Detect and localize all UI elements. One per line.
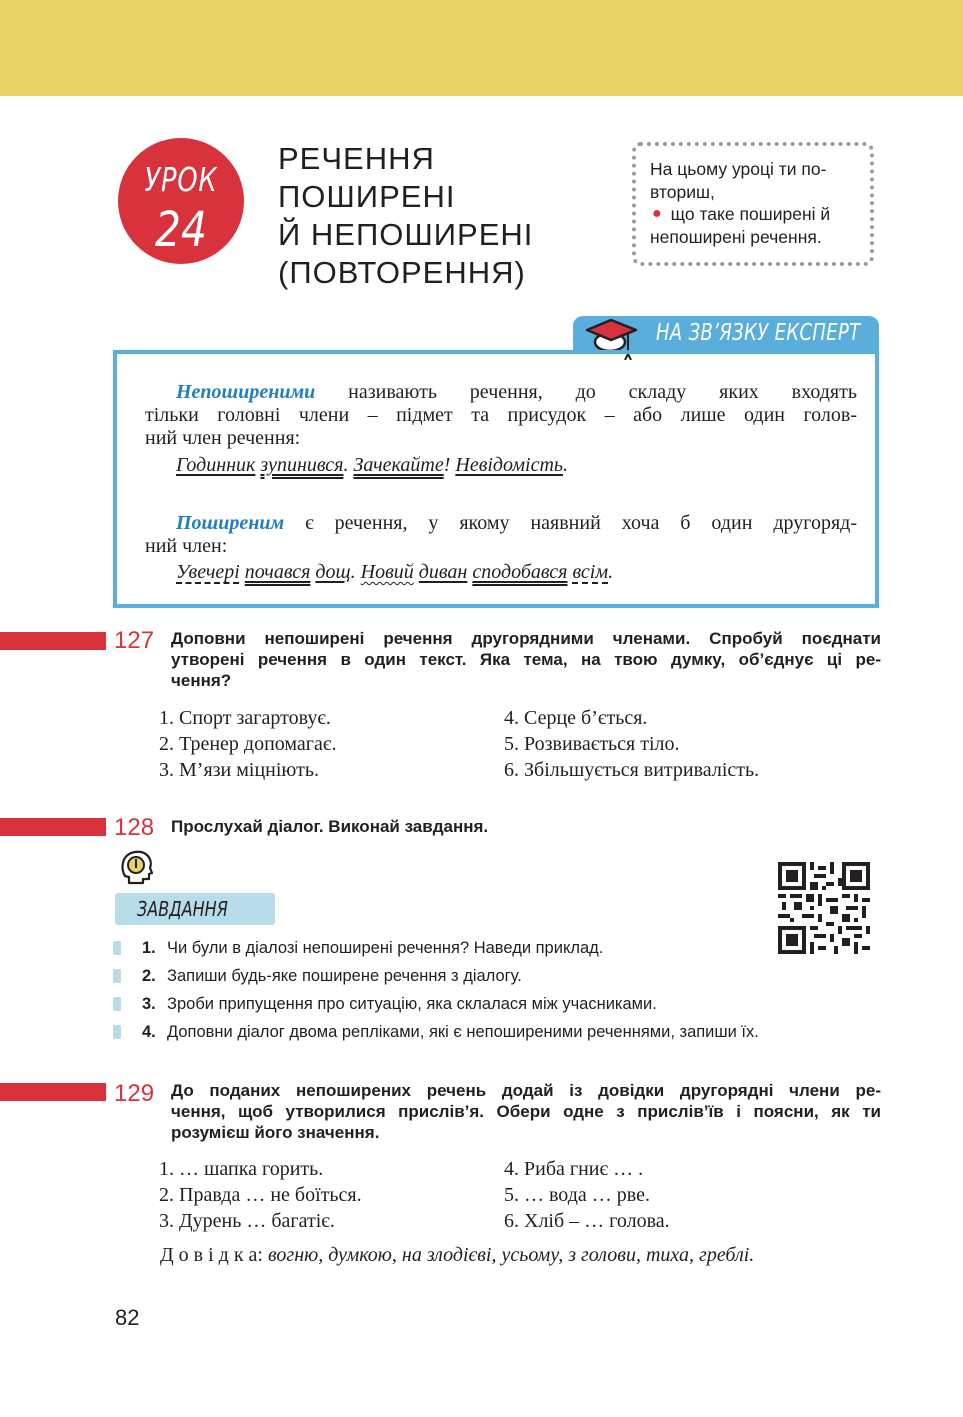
rule-definition-1 <box>145 381 857 450</box>
page-number: 82 <box>115 1305 140 1330</box>
rule-text: ний член речення: <box>145 427 301 449</box>
list-item: 3. Дурень … багатіє. <box>159 1210 335 1232</box>
list-marker-icon <box>113 997 121 1011</box>
lesson-title-line: (ПОВТОРЕННЯ) <box>278 255 526 290</box>
task-item-number: 4. <box>142 1023 156 1041</box>
example-word: Годинник <box>176 454 256 476</box>
task-item-text: Зроби припущення про ситуацію, яка склалася між учасниками. <box>167 995 657 1013</box>
task-list-item <box>113 967 522 986</box>
rule-example-1 <box>176 454 568 477</box>
listening-head-icon[interactable] <box>117 846 157 886</box>
exercise-task <box>171 628 881 691</box>
reference-words: вогню, думкою, на злодієві, усьому, з голови, тиха, греблі. <box>267 1244 755 1266</box>
exercise-list-left <box>159 1156 362 1234</box>
term-nonextended: Непоширеними <box>176 381 316 403</box>
task-line: До поданих непоширених речень додай із довідки другорядні члени ре- <box>171 1081 881 1100</box>
list-item: 6. Збільшується витривалість. <box>504 759 760 781</box>
task-item-number: 2. <box>142 967 156 985</box>
example-word: почався <box>244 561 311 583</box>
example-word: диван <box>418 561 468 583</box>
list-item: 5. Розвивається тіло. <box>504 733 680 755</box>
exercise-list-right <box>504 1156 670 1234</box>
list-item: 2. Тренер допомагає. <box>159 733 337 755</box>
task-line: чення? <box>171 671 232 690</box>
task-line: Доповни непоширені речення другорядними членами. Спробуй поєднати <box>171 629 881 648</box>
rule-definition-2 <box>145 512 857 558</box>
exercise-number: 128 <box>114 814 155 841</box>
rule-text: ний член: <box>145 535 228 557</box>
task-item-text: Доповни діалог двома репліками, які є непоширеними реченнями, запиши їх. <box>167 1023 759 1041</box>
lesson-title-line: ПОШИРЕНІ <box>278 179 456 214</box>
example-word: сподобався <box>472 561 568 583</box>
rule-text: тільки головні члени – підмет та присудок – або лише один голов- <box>145 404 857 426</box>
goals-intro-line: вториш, <box>650 181 715 202</box>
example-punct: . <box>350 561 361 583</box>
bullet-dot-icon: ● <box>652 205 662 222</box>
lesson-number: 24 <box>155 202 207 258</box>
tasks-label: ЗАВДАННЯ <box>137 897 228 921</box>
task-list-item <box>113 939 603 958</box>
list-item: 2. Правда … не боїться. <box>159 1184 362 1206</box>
example-punct: . <box>608 561 614 583</box>
list-marker-icon <box>113 941 121 955</box>
reference-label: Д о в і д к а: <box>160 1244 263 1266</box>
exercise-number: 129 <box>114 1080 155 1107</box>
example-punct: . <box>563 454 569 476</box>
task-item-text: Запиши будь-яке поширене речення з діалогу. <box>167 967 522 985</box>
lesson-label: УРОК <box>144 160 218 199</box>
exercise-task: Прослухай діалог. Виконай завдання. <box>171 817 489 836</box>
exercise-list-right <box>504 705 759 783</box>
task-line: чення, щоб утворилися прислів’я. Обери одне з прислів’їв і поясни, як ти <box>171 1102 881 1121</box>
lesson-title-line: РЕЧЕННЯ <box>278 141 435 176</box>
list-item: 3. М’язи міцніють. <box>159 759 319 781</box>
term-extended: Поширеним <box>176 512 285 534</box>
example-punct: ! <box>443 454 456 476</box>
list-item: 4. Серце б’ється. <box>504 707 648 729</box>
lesson-title <box>278 140 618 292</box>
example-word: Невідомість <box>455 454 564 476</box>
exercise-marker-bar <box>0 818 106 836</box>
top-banner <box>0 0 963 96</box>
goal-item <box>650 203 856 226</box>
lesson-goals-box <box>632 142 874 266</box>
list-item: 4. Риба гниє … . <box>504 1158 644 1180</box>
example-word: всім <box>572 561 609 583</box>
rule-text: є речення, у якому наявний хоча б один другоряд- <box>284 512 857 534</box>
reference-note <box>125 1244 860 1268</box>
exercise-number: 127 <box>114 627 155 654</box>
goal-item-text-cont: непоширені речення. <box>650 226 822 247</box>
exercise-list-left <box>159 705 336 783</box>
example-word: дощ <box>315 561 351 583</box>
goals-intro <box>650 158 856 203</box>
exercise-task <box>171 1080 881 1143</box>
goals-intro-line: На цьому уроці ти по- <box>650 159 827 179</box>
rule-text: називають речення, до складу яких входять <box>315 381 857 403</box>
goal-item-text: що таке поширені й <box>670 204 831 224</box>
qr-code-icon[interactable] <box>778 862 870 954</box>
task-line: утворені речення в один текст. Яка тема, на твою думку, об’єднує ці ре- <box>171 650 881 669</box>
task-line: розумієш його значення. <box>171 1123 380 1142</box>
list-item: 1. Спорт загартовує. <box>159 707 331 729</box>
example-word: Новий <box>360 561 414 583</box>
list-item: 6. Хліб – … голова. <box>504 1210 670 1232</box>
rule-box <box>113 350 879 608</box>
task-list-item <box>113 995 657 1014</box>
exercise-marker-bar <box>0 632 106 650</box>
lesson-title-line: Й НЕПОШИРЕНІ <box>278 217 534 252</box>
list-marker-icon <box>113 1025 121 1039</box>
lesson-badge <box>118 138 244 264</box>
example-word: Зачекайте <box>353 454 444 476</box>
list-marker-icon <box>113 969 121 983</box>
task-item-number: 1. <box>142 939 156 957</box>
example-word: Увечері <box>176 561 240 583</box>
task-item-text: Чи були в діалозі непоширені речення? Наведи приклад. <box>167 939 604 957</box>
rule-example-2 <box>176 561 613 584</box>
exercise-marker-bar <box>0 1083 106 1101</box>
example-punct: . <box>343 454 354 476</box>
task-list-item <box>113 1023 759 1042</box>
list-item: 5. … вода … рве. <box>504 1184 650 1206</box>
task-item-number: 3. <box>142 995 156 1013</box>
expert-header-label: НА ЗВ’ЯЗКУ ЕКСПЕРТ <box>656 320 861 346</box>
example-word: зупинився <box>260 454 344 476</box>
list-item: 1. … шапка горить. <box>159 1158 324 1180</box>
